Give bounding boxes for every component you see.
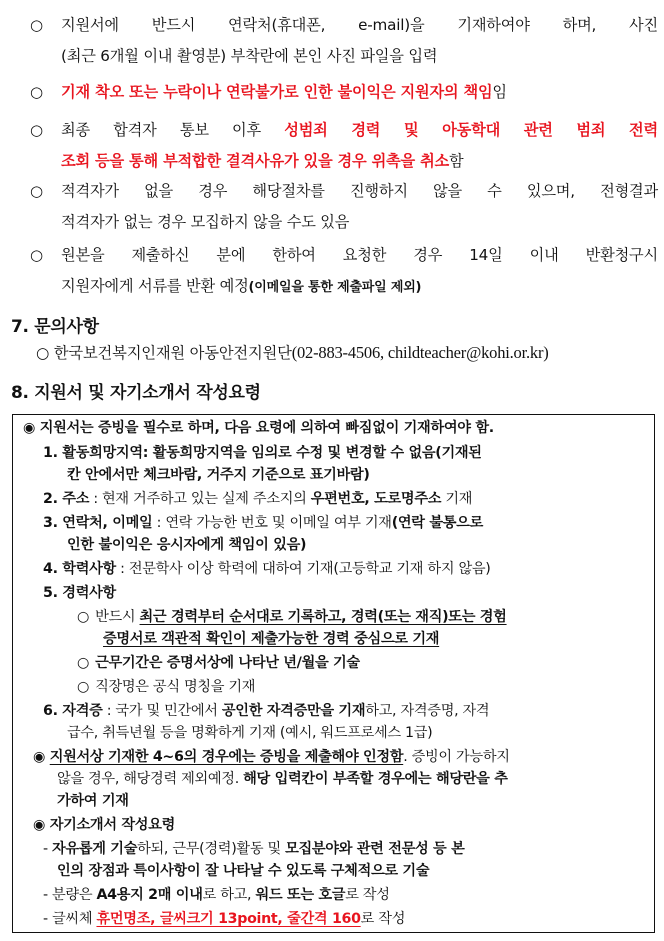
- bullet-prefix: 최종 합격자 통보 이후: [61, 121, 285, 139]
- bullet-prefix: 지원자에게 서류를 반환 예정: [61, 277, 249, 295]
- bullet-line: [61, 146, 658, 177]
- guide-line-font: [43, 908, 405, 930]
- bullet-marker: ○: [30, 182, 43, 200]
- item-text: 않을 경우, 해당경력 제외예정.: [57, 771, 244, 787]
- item-text: 로 작성: [360, 911, 406, 927]
- circle-marker: ○: [77, 655, 90, 671]
- guide-line-evidence-cont: [57, 768, 508, 790]
- warning-text: 기재 착오 또는 누락이나 연락불가로 인한 불이익은 지원자의 책임: [61, 83, 493, 101]
- guide-line-career-order: [77, 606, 507, 628]
- item-emphasis: 워드 또는 호글: [255, 887, 346, 903]
- bullet-line: (최근 6개월 이내 촬영분) 부착란에 본인 사진 파일을 입력: [61, 47, 438, 65]
- bullet-line: 지원서에 반드시 연락처(휴대폰, e-mail)을 기재하여야 하며, 사진: [61, 16, 658, 34]
- item-text: 반드시: [95, 609, 140, 625]
- guide-line-contact-cont: 인한 불이익은 응시자에게 책임이 있음): [67, 537, 307, 553]
- item-text: 근무기간은 증명서상에 나타난 년/월을 기술: [95, 655, 360, 671]
- item-text: - 글씨체: [43, 911, 97, 927]
- item-head: 2. 주소: [43, 491, 90, 507]
- guide-line-career-order-cont: 증명서로 객관적 확인이 제출가능한 경력 중심으로 기재: [103, 631, 440, 647]
- bullet-contact-photo: [30, 10, 658, 72]
- item-emphasis: 우편번호, 도로명주소: [310, 491, 442, 507]
- exception-note: (이메일을 통한 제출파일 제외): [248, 280, 422, 295]
- item-text: : 연락 가능한 번호 및 이메일 여부 기재: [152, 515, 392, 531]
- item-emphasis: 최근 경력부터 순서대로 기록하고, 경력(또는 재직)또는 경험: [139, 609, 507, 625]
- bullet-line: 원본을 제출하신 분에 한하여 요청한 경우 14일 이내 반환청구시: [61, 246, 658, 264]
- item-text: 로 작성: [345, 887, 390, 903]
- bullet-background-check: [30, 115, 658, 177]
- item-emphasis: 모집분야와 관련 전문성 등 본: [285, 841, 465, 857]
- item-emphasis: 자유롭게 기술: [52, 841, 138, 857]
- guide-line-length: [43, 884, 390, 906]
- guide-line-contact: [43, 512, 483, 534]
- item-emphasis: 해당 입력칸이 부족할 경우에는 해당란을 추: [243, 771, 508, 787]
- item-text: 하되, 근무(경력)활동 및: [137, 841, 286, 857]
- guide-line-address: [43, 488, 472, 510]
- contact-detail: (02-883-4506, childteacher@kohi.or.kr): [291, 343, 549, 362]
- item-emphasis: (연락 불통으로: [391, 515, 483, 531]
- warning-text: 성범죄 경력 및 아동학대 관련 범죄 전력: [284, 121, 658, 139]
- guide-line-free-writing-cont: 인의 장점과 특이사항이 잘 나타날 수 있도록 구체적으로 기술: [57, 863, 430, 879]
- guide-line-education: [43, 558, 491, 580]
- guide-line-certificate: [43, 700, 489, 722]
- item-head: 6. 자격증: [43, 703, 103, 719]
- item-head: 4. 학력사항: [43, 561, 116, 577]
- item-text: : 현재 거주하고 있는 실제 주소지의: [89, 491, 311, 507]
- guide-line-career-period: [77, 652, 360, 674]
- bullet-marker: ○: [30, 121, 43, 139]
- circle-marker: ○: [77, 679, 90, 695]
- bullet-line: 적격자가 없는 경우 모집하지 않을 수도 있음: [61, 213, 350, 231]
- item-text: . 증빙이 가능하지: [403, 749, 510, 765]
- section-8-title: 8. 지원서 및 자기소개서 작성요령: [11, 383, 261, 403]
- bullet-suffix: 함: [449, 152, 464, 170]
- guide-line-evidence: [33, 746, 510, 768]
- bullet-marker: ○: [30, 246, 43, 264]
- bullet-no-qualified: [30, 176, 658, 238]
- guide-line-career-company: [77, 676, 255, 698]
- item-text: 하고, 자격증명, 자격: [365, 703, 490, 719]
- bullet-line: [61, 271, 658, 303]
- guide-line-evidence-cont2: 가하여 기재: [57, 793, 129, 809]
- warning-text: 조회 등을 통해 부적합한 결격사유가 있을 경우 위촉을 취소: [61, 152, 450, 170]
- item-text: 기재: [441, 491, 473, 507]
- guide-line-region-cont: 칸 안에서만 체크바람, 거주지 기준으로 표기바람): [67, 467, 370, 483]
- guide-line-self-intro: ◉ 자기소개서 작성요령: [33, 817, 176, 833]
- bullet-line: 적격자가 없을 경우 해당절차를 진행하지 않을 수 있으며, 전형결과: [61, 182, 658, 200]
- bullet-responsibility: [30, 77, 658, 108]
- contact-org: ○ 한국보건복지인재원 아동안전지원단: [36, 344, 292, 362]
- bullet-marker: ○: [30, 83, 43, 101]
- bullet-marker: ○: [30, 16, 43, 34]
- bullet-document-return: [30, 240, 658, 303]
- guide-line-region: 1. 활동희망지역: 활동희망지역을 임의로 수정 및 변경할 수 없음(기재된: [43, 445, 482, 461]
- item-text: 직장명은 공식 명칭을 기재: [95, 679, 256, 695]
- section-7-title: 7. 문의사항: [11, 317, 99, 337]
- circle-marker: ○: [77, 609, 90, 625]
- guide-line-certificate-cont: 급수, 취득년월 등을 명확하게 기재 (예시, 워드프로세스 1급): [67, 725, 433, 741]
- item-emphasis: 지원서상 기재한 4~6의 경우에는 증빙을 제출해야 인정함: [49, 749, 404, 765]
- item-text: : 국가 및 민간에서: [102, 703, 222, 719]
- contact-info: [36, 341, 549, 363]
- item-text: - 분량은: [43, 887, 97, 903]
- item-emphasis: 공인한 자격증만을 기재: [221, 703, 366, 719]
- item-text: 로 하고,: [202, 887, 256, 903]
- item-emphasis: A4용지 2매 이내: [96, 887, 203, 903]
- guide-box: [12, 414, 655, 933]
- bullet-suffix: 임: [492, 83, 507, 101]
- bullet-line: [61, 77, 658, 108]
- guide-line-career: 5. 경력사항: [43, 585, 116, 601]
- dash-marker: -: [43, 841, 53, 857]
- item-head: 3. 연락처, 이메일: [43, 515, 153, 531]
- item-text: : 전문학사 이상 학력에 대하여 기재(고등학교 기재 하지 않음): [115, 561, 491, 577]
- filled-circle-marker: ◉: [33, 749, 50, 765]
- guide-line-free-writing: [43, 838, 465, 860]
- bullet-line: [61, 115, 658, 146]
- guide-line-intro: ◉ 지원서는 증빙을 필수로 하며, 다음 요령에 의하여 빠짐없이 기재하여야 함.: [23, 420, 494, 436]
- font-spec: 휴먼명조, 글씨크기 13point, 줄간격 160: [96, 911, 361, 927]
